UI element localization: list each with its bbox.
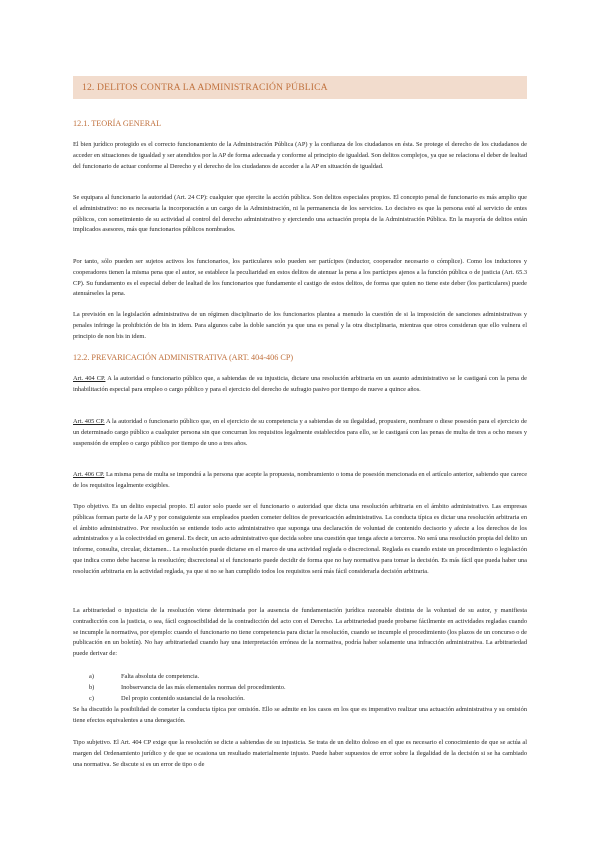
list-item-text: Del propio contenido sustancial de la resolución. xyxy=(121,694,245,702)
list-item-text: Inobservancia de las más elementales normas del procedimiento. xyxy=(121,683,286,691)
arbitrariedad-list xyxy=(73,672,527,704)
paragraph-bis-in-idem: La previsión en la legislación administrativa de un régimen disciplinario de los funcionarios plantea a menudo la cuestión de si la imposición de sanciones administrativas y penales infringe la prohibición de bis in idem. Para algunos cabe la doble sanción ya que una es penal y la otra disciplinaria, mientras que otros consideran que ello vulnera el principio de non bis in idem. xyxy=(73,311,527,340)
list-item-text: Falta absoluta de competencia. xyxy=(121,673,200,680)
section-heading-teoria-general: 12.1. TEORÍA GENERAL xyxy=(73,119,162,128)
list-item xyxy=(73,694,527,705)
paragraph-autoridad: Se equipara al funcionario la autoridad (Art. 24 CP): cualquier que ejercite la acción pública. Son delitos especiales propios. El concepto penal de funcionario es más amplio que el administrativo: no es necesaria la incorporación a un cargo de la Administración, ni la permanencia de los servicios. Lo decisivo es que la persona esté al servicio de entes públicos, con sometimiento de su actividad al control del derecho administrativo y ejerciendo una actuación propia de la Administración Pública. En la mayoría de delitos están implicados asesores, más que funcionarios públicos nombrados. xyxy=(73,194,527,234)
art-406-reference: Art. 406 CP. xyxy=(73,471,105,478)
paragraph-tipo-subjetivo: Tipo subjetivo. El Art. 404 CP exige que la resolución se dicte a sabiendas de su injusticia. Se trata de un delito doloso en el que es necesario el conocimiento de que se actúa al margen del Ordenamiento jurídico y de que se ocasiona un resultado materialmente injusto. Puede haber supuestos de error sobre la ilegalidad de la decisión si se ha cambiado una normativa. Se discute si es un error de tipo o de xyxy=(73,739,527,768)
paragraph-arbitrariedad: La arbitrariedad o injusticia de la resolución viene determinada por la ausencia de fundamentación jurídica razonable distinta de la voluntad de su autor, y manifiesta contradicción con la justicia, o sea, fácil cognoscibilidad de la contradicción del acto con el Derecho. La arbitrariedad puede probarse fácilmente en actividades regladas cuando se incumple la normativa, por ejemplo: cuando el funcionario no tiene competencia para dictar la resolución, cuando se incumple el procedimiento (los plazos de un concurso o de publicación en un boletín). No hay arbitrariedad cuando hay una interpretación errónea de la normativa, podría haber solamente una infracción administrativa. La arbitrariedad puede derivar de: xyxy=(73,607,527,658)
list-marker: a) xyxy=(89,673,94,680)
section-heading-prevaricacion: 12.2. PREVARICACIÓN ADMINISTRATIVA (ART. 404-406 CP) xyxy=(73,353,294,362)
art-405-text: A la autoridad o funcionario público que, en el ejercicio de su competencia y a sabiendas de su ilegalidad, propusiere, nombrare o diese posesión para el ejercicio de un determinado cargo público a cualquier persona sin que concurran los requisitos legalmente establecidos para ello, se le castigará con las penas de multa de tres a ocho meses y suspensión de empleo o cargo público por tiempo de uno a tres años. xyxy=(73,418,527,447)
art-405-reference: Art. 405 CP. xyxy=(73,418,105,425)
paragraph-bien-juridico: El bien jurídico protegido es el correcto funcionamiento de la Administración Pública (AP) y la confianza de los ciudadanos en ésta. Se protege el derecho de los ciudadanos de acceder en situaciones de igualdad y ser atendidos por la AP de forma adecuada y conforme al principio de igualdad. Son delitos complejos, ya que se relaciona el deber de lealtad del funcionario de actuar conforme al Derecho y el derecho de los ciudadanos de acceder a la AP en situación de igualdad. xyxy=(73,141,527,170)
list-marker: b) xyxy=(89,683,95,691)
art-406-text: La misma pena de multa se impondrá a la persona que acepte la propuesta, nombramiento o toma de posesión mencionada en el artículo anterior, sabiendo que carece de los requisitos legalmente exigibles. xyxy=(73,471,528,489)
paragraph-sujetos-activos: Por tanto, sólo pueden ser sujetos activos los funcionarios, los particulares solo pueden ser partícipes (inductor, cooperador necesario o cómplice). Como los inductores y cooperadores tienen la misma pena que el autor, se establece la peculiaridad en estos delitos de atenuar la pena a los partícipes ajenos a la función pública o de justicia (Art. 65.3 CP). Su fundamento es el especial deber de lealtad de los funcionarios que fundamente el castigo de estos delitos, de forma que quien no tiene este deber (los particulares) puede atenuárseles la pena. xyxy=(73,258,527,298)
paragraph-art-405 xyxy=(73,417,527,449)
art-404-text: A la autoridad o funcionario público que, a sabiendas de su injusticia, dictare una resolución arbitraria en un asunto administrativo se le castigará con la pena de inhabilitación especial para empleo o cargo público y para el ejercicio del derecho de sufragio pasivo por tiempo de nueve a quince años. xyxy=(73,375,527,393)
art-404-reference: Art. 404 CP. xyxy=(73,375,106,382)
paragraph-tipo-objetivo: Tipo objetivo. Es un delito especial propio. El autor solo puede ser el funcionario o autoridad que dicta una resolución arbitraria en el ámbito administrativo. Las empresas públicas forman parte de la AP y por consiguiente sus empleados pueden cometer delitos de prevaricación administrativa. La conducta típica es dictar una resolución arbitraria en el ámbito administrativo. Por resolución se entiende todo acto administrativo que suponga una declaración de voluntad de contenido decisorio y afecte a los derechos de los administrados y a la colectividad en general. Es decir, un acto administrativo que decida sobre una cuestión que tenga afecte a terceros. No será una resolución propia del delito un informe, consulta, circular, dictamen... La resolución puede dictarse en el marco de una actividad reglada o discrecional. Reglada es cuando existe un procedimiento o legislación que indica como debe hacerse la resolución; discrecional si el funcionario puede decidir de forma que no hay normativa para tomar la decisión. Es más fácil que pueda haber una resolución arbitraria en la actividad reglada, ya que si no se han cumplido todos los requisitos será más fácil considerarla decisión arbitraria. xyxy=(73,503,527,575)
list-item xyxy=(73,672,527,683)
paragraph-art-406 xyxy=(73,470,527,492)
list-marker: c) xyxy=(89,694,94,702)
chapter-title: 12. DELITOS CONTRA LA ADMINISTRACIÓN PÚBLICA xyxy=(82,82,328,93)
list-item xyxy=(73,683,527,694)
chapter-title-band xyxy=(73,76,527,99)
paragraph-omision: Se ha discutido la posibilidad de cometer la conducta típica por omisión. Ello se admite en los casos en los que es imperativo realizar una actuación administrativa y su omisión tiene efectos equivalentes a una denegación. xyxy=(73,706,527,724)
paragraph-art-404 xyxy=(73,374,527,396)
